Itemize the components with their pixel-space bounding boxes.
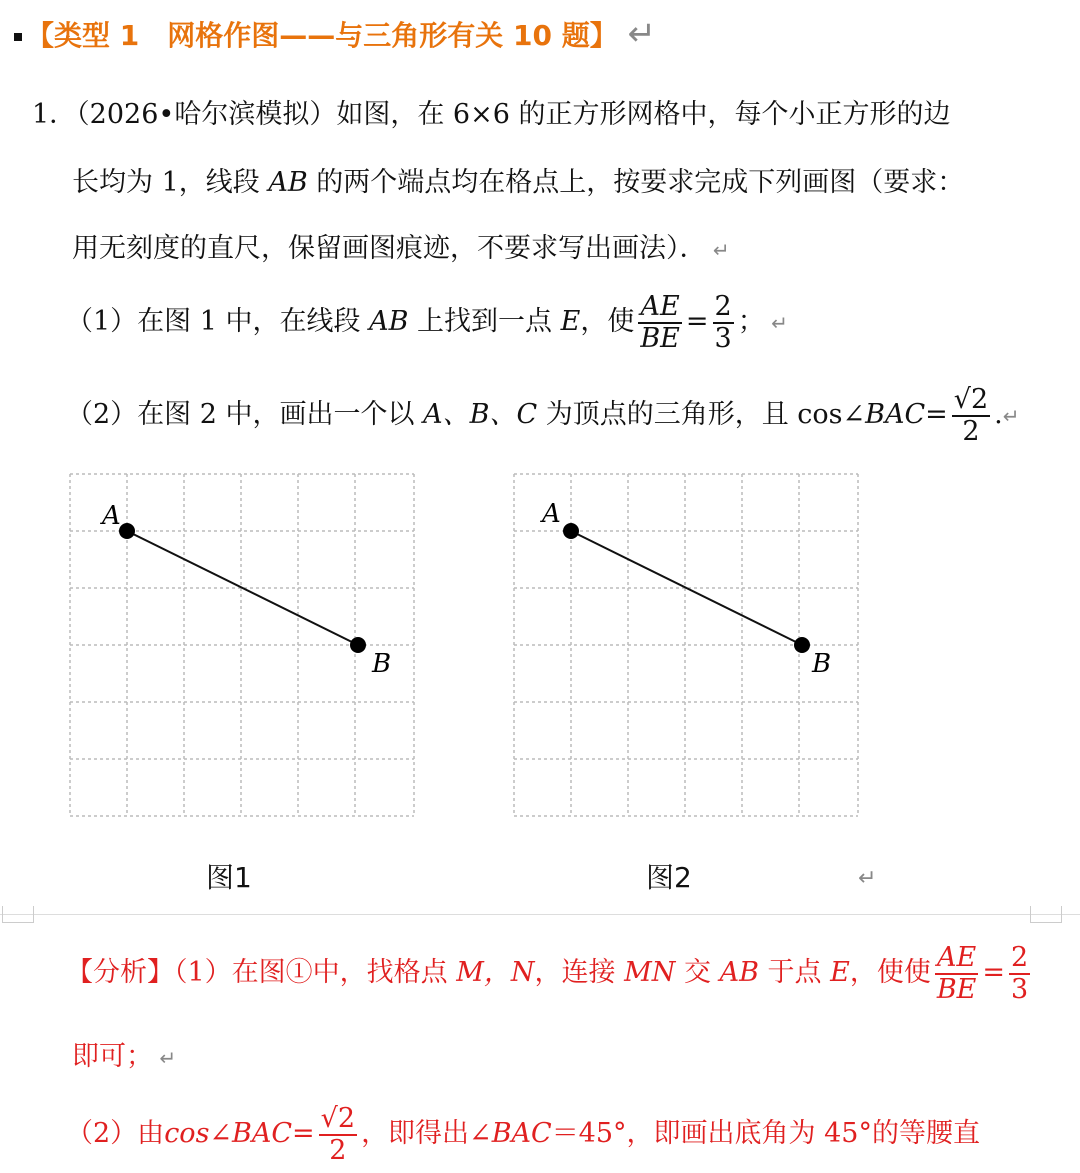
fraction-2-3: $\frac{2}{3}$	[714, 291, 732, 354]
label-b: B	[812, 649, 832, 679]
problem-part-2: （2）在图 2 中，画出一个以 A、B、C 为顶点的三角形，且 cos∠BAC= $\frac{√2}{2}$ .↵	[66, 384, 1020, 447]
page-corner-mark	[1030, 906, 1062, 923]
label-a: A	[102, 501, 121, 531]
point-a	[119, 523, 135, 539]
figure-2-grid	[512, 472, 862, 818]
point-b	[794, 637, 810, 653]
page-corner-mark	[2, 906, 34, 923]
analysis-line-3: （2）由cos∠BAC= $\frac{√2}{2}$ ，即得出∠BAC＝45°，即画出底角为 45°的等腰直	[66, 1103, 980, 1166]
point-a	[563, 523, 579, 539]
label-a: A	[542, 499, 561, 529]
problem-line-1: 1．（2026•哈尔滨模拟）如图，在 6×6 的正方形网格中，每个小正方形的边	[32, 99, 951, 130]
figure-1-caption: 图1	[206, 861, 252, 894]
section-title: 【类型 1 网格作图——与三角形有关 10 题】	[26, 19, 618, 52]
figure-2-caption: 图2	[646, 861, 692, 894]
bullet-square-icon	[14, 33, 22, 41]
page-separator	[0, 914, 1080, 915]
fraction-sqrt2-2: $\frac{√2}{2}$	[953, 384, 989, 447]
point-b	[350, 637, 366, 653]
problem-line-3: 用无刻度的直尺，保留画图痕迹，不要求写出画法）． ↵	[72, 233, 730, 264]
return-arrow-icon: ↵	[858, 866, 877, 891]
section-header	[14, 14, 656, 54]
return-arrow-icon: ↵	[627, 14, 656, 54]
label-b: B	[372, 649, 392, 679]
fraction-ae-be: $\frac{AE}{BE}$	[640, 291, 680, 354]
analysis-line-1: 【分析】（1）在图①中，找格点 M，N，连接 MN 交 AB 于点 E，使使 $\frac{AE}{BE}$ = $\frac{2}{3}$	[66, 942, 1029, 1005]
fraction-ae-be: $\frac{AE}{BE}$	[936, 942, 977, 1005]
fraction-sqrt2-2: $\frac{√2}{2}$	[320, 1103, 356, 1166]
analysis-line-2: 即可； ↵	[72, 1041, 177, 1072]
problem-part-1: （1）在图 1 中，在线段 AB 上找到一点 E，使 $\frac{AE}{BE}$ = $\frac{2}{3}$ ； ↵	[66, 291, 788, 354]
problem-line-2: 长均为 1，线段 AB 的两个端点均在格点上，按要求完成下列画图（要求：	[72, 167, 965, 198]
fraction-2-3: $\frac{2}{3}$	[1011, 942, 1029, 1005]
figure-1-grid	[68, 472, 418, 818]
